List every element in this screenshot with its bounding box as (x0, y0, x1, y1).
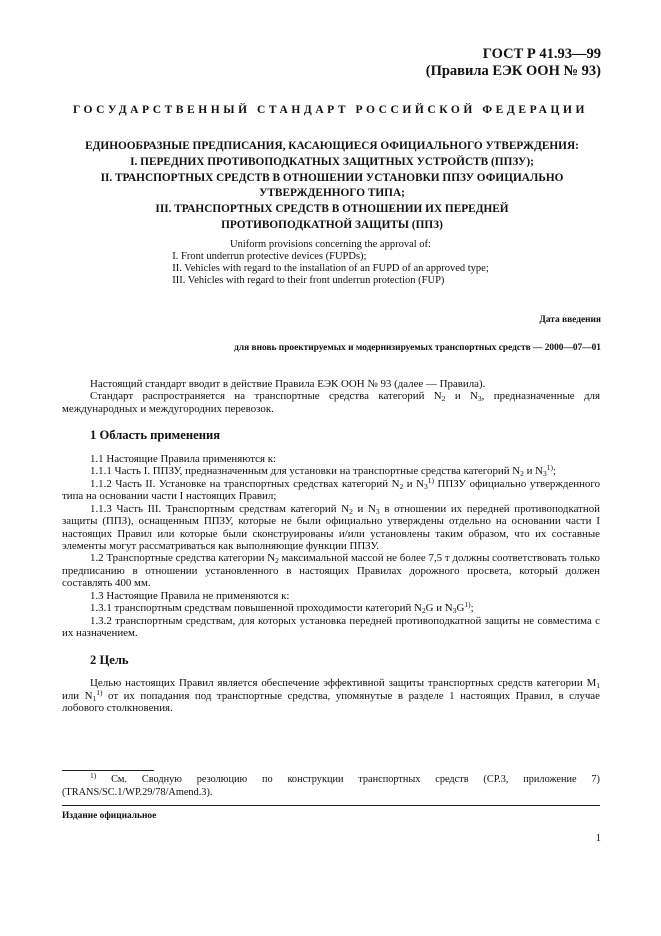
section-heading-purpose: 2 Цель (90, 652, 129, 667)
gost-header (426, 46, 601, 80)
paragraph: 1.1.2 Часть II. Установке на транспортных средствах категорий $N_2$ и $N_3^{1)}$ ППЗУ официально утвержденного типа на основании части I настоящих Правил; (62, 475, 601, 503)
paragraph: 1.3.2 транспортным средствам, для которых установка передней противоподкатной защиты не совместима с их назначением. (62, 614, 600, 640)
state-standard-title: ГОСУДАРСТВЕННЫЙ СТАНДАРТ РОССИЙСКОЙ ФЕДЕРАЦИИ (72, 104, 589, 116)
title-line: III. ТРАНСПОРТНЫХ СРЕДСТВ В ОТНОШЕНИИ ИХ ПЕРЕДНЕЙ (155, 203, 509, 216)
gost-number: ГОСТ Р 41.93—99 (482, 46, 601, 62)
english-title (0, 239, 661, 287)
edition-divider (62, 805, 600, 806)
english-title-line: II. Vehicles with regard to the installation of an FUPD of an approved type; (172, 263, 489, 274)
main-title-ru (62, 139, 602, 234)
paragraph: Настоящий стандарт вводит в действие Правила ЕЭК ООН № 93 (далее — Правила). (90, 378, 486, 390)
paragraph: Целью настоящих Правил является обеспечение эффективной защиты транспортных средств категории $M_1$ или $N_1^{1)}$ от их попадания под транспортные средства, упомянутые в разделе 1 настоящих Правил, в случае лобового столкновения. (62, 677, 600, 714)
rule-reference: (Правила ЕЭК ООН № 93) (425, 63, 601, 79)
paragraph: 1.1.3 Часть III. Транспортным средствам категорий $N_2$ и $N_3$ в отношении их передней противоподкатной защиты (ППЗ), оснащенным ППЗУ, которые не были официально утверждены отдельно на основании части I настоящих Правил или которые были сконструированы и/или установлены таким образом, что их составные элементы могут рассматриваться как выполняющие функции ППЗУ. (62, 502, 600, 552)
paragraph: 1.2 Транспортные средства категории $N_2$ максимальной массой не более 7,5 т должны соответствовать только предписанию в отношении установленного в настоящих Правилах дорожного просвета, который должен составлять 400 мм. (62, 552, 600, 590)
document-body (62, 378, 600, 714)
page-number: 1 (595, 832, 601, 844)
paragraph: Стандарт распространяется на транспортные средства категорий $N_2$ и $N_3$, предназначенные для международных и междугородних перевозок. (62, 390, 600, 415)
paragraph: 1.1 Настоящие Правила применяются к: (90, 452, 277, 465)
title-line: I. ПЕРЕДНИХ ПРОТИВОПОДКАТНЫХ ЗАЩИТНЫХ УСТРОЙСТВ (ППЗУ); (130, 155, 534, 168)
edition-label: Издание официальное (62, 811, 157, 821)
english-title-line: I. Front underrun protective devices (FUPDs); (172, 251, 367, 262)
english-title-line: Uniform provisions concerning the approval of: (230, 239, 431, 250)
english-title-line: III. Vehicles with regard to their front underrun protection (FUP) (172, 275, 445, 286)
paragraph: 1.1.1 Часть I. ППЗУ, предназначенным для установки на транспортные средства категорий $N_2$ и $N_3^{1)}$; (90, 463, 557, 479)
introduction-date-text: для вновь проектируемых и модернизируемых транспортных средств — 2000—07—01 (234, 343, 601, 353)
introduction-date-label: Дата введения (539, 315, 601, 325)
title-line: ПРОТИВОПОДКАТНОЙ ЗАЩИТЫ (ППЗ) (221, 218, 443, 231)
title-line: II. ТРАНСПОРТНЫХ СРЕДСТВ В ОТНОШЕНИИ УСТАНОВКИ ППЗУ ОФИЦИАЛЬНО (100, 171, 564, 184)
title-line: ЕДИНООБРАЗНЫЕ ПРЕДПИСАНИЯ, КАСАЮЩИЕСЯ ОФИЦИАЛЬНОГО УТВЕРЖДЕНИЯ: (85, 140, 579, 152)
title-line: УТВЕРЖДЕННОГО ТИПА; (259, 187, 405, 200)
section-heading-scope: 1 Область применения (90, 428, 221, 443)
footnote: $^{1)}$ См. Сводную резолюцию по конструкции транспортных средств (СР.3, приложение 7) (TRANS/SC.1/WP.29/78/Amend.3). (62, 771, 600, 798)
paragraph: 1.3 Настоящие Правила не применяются к: (90, 589, 290, 602)
paragraph: 1.3.1 транспортным средствам повышенной проходимости категорий $N_2G$ и $N_3G^{1)}$; (90, 600, 474, 616)
footnote-divider (62, 770, 154, 771)
